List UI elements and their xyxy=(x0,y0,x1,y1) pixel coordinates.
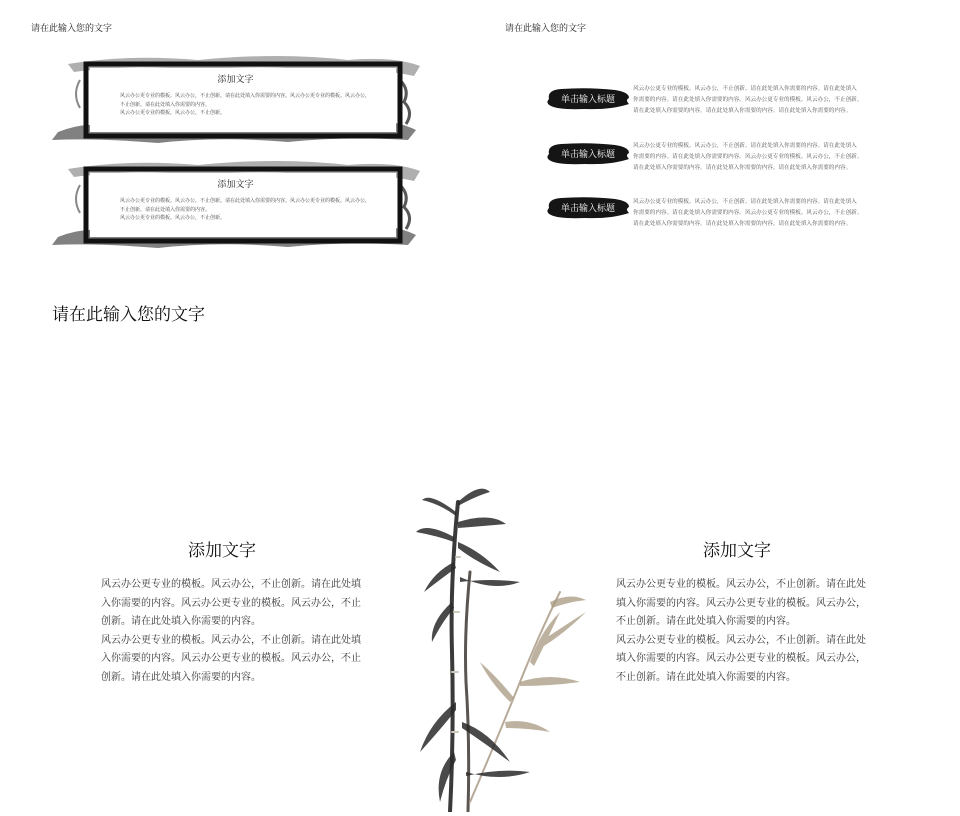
section-body-line: 入你需要的内容。风云办公更专业的模板。风云办公，不止 xyxy=(101,653,361,664)
frame-body-line: 风云办公更专业的模板。风云办公，不止创新。请在此处填入你需要的内容。风云办公更专业的模板。风云办公， xyxy=(120,198,371,204)
item-body-line: 请在此处填入你需要的内容。请在此处填入你需要的内容。请在此处填入你需要的内容。 xyxy=(633,221,852,228)
section-body-line: 不止创新。请在此处填入你需要的内容。 xyxy=(616,671,796,683)
brush-label-1 xyxy=(545,86,631,112)
right-section-title: 添加文字 xyxy=(703,541,771,561)
section-body-line: 不止创新。请在此处填入你需要的内容。 xyxy=(616,616,796,627)
section-body-line: 创新。请在此处填入你需要的内容。 xyxy=(101,616,261,627)
section-body-line: 风云办公更专业的模板。风云办公，不止创新。请在此处填 xyxy=(101,579,361,590)
section-body-line: 风云办公更专业的模板。风云办公，不止创新。请在此处填 xyxy=(101,634,361,646)
frame-body xyxy=(120,92,380,118)
item-body-2 xyxy=(633,141,895,175)
item-body-line: 风云办公更专业的模板。风云办公，不止创新。请在此处填入你需要的内容。请在此处填入 xyxy=(633,199,857,205)
item-body-line: 你需要的内容。请在此处填入你需要的内容。风云办公更专业的模板。风云办公，不止创新。 xyxy=(633,154,863,161)
frame-body xyxy=(120,197,380,223)
item-body-1 xyxy=(633,84,895,118)
frame-title: 添加文字 xyxy=(217,75,254,85)
item-body-line: 风云办公更专业的模板。风云办公，不止创新。请在此处填入你需要的内容。请在此处填入 xyxy=(633,86,857,92)
item-body-3 xyxy=(633,197,895,231)
section-body-line: 创新。请在此处填入你需要的内容。 xyxy=(101,671,261,683)
item-body-line: 风云办公更专业的模板。风云办公，不止创新。请在此处填入你需要的内容。请在此处填入 xyxy=(633,143,857,149)
ink-frame-1 xyxy=(48,50,424,140)
brush-label-text: 单击输入标题 xyxy=(560,95,615,105)
left-section-title: 添加文字 xyxy=(188,541,256,561)
section-body-line: 风云办公更专业的模板。风云办公，不止创新。请在此处 xyxy=(616,579,866,590)
frame-body-line: 风云办公更专业的模板。风云办公，不止创新。 xyxy=(120,110,226,116)
left-section-body xyxy=(101,576,381,687)
bamboo-illustration xyxy=(410,482,590,812)
brush-label-2 xyxy=(545,141,631,167)
frame-body-line: 不止创新。请在此处填入你需要的内容。 xyxy=(120,206,211,213)
section-body-line: 填入你需要的内容。风云办公更专业的模板。风云办公， xyxy=(616,653,866,664)
slide-tl-heading: 请在此输入您的文字 xyxy=(31,24,113,34)
item-body-line: 你需要的内容。请在此处填入你需要的内容。风云办公更专业的模板。风云办公，不止创新。 xyxy=(633,97,863,104)
brush-label-3 xyxy=(545,195,631,221)
brush-label-text: 单击输入标题 xyxy=(560,204,615,214)
brush-label-text: 单击输入标题 xyxy=(560,150,615,160)
item-body-line: 请在此处填入你需要的内容。请在此处填入你需要的内容。请在此处填入你需要的内容。 xyxy=(633,165,852,172)
frame-body-line: 风云办公更专业的模板。风云办公，不止创新。 xyxy=(120,215,226,221)
slide-bottom-heading: 请在此输入您的文字 xyxy=(52,305,205,325)
frame-body-line: 不止创新。请在此处填入你需要的内容。 xyxy=(120,101,211,108)
frame-body-line: 风云办公更专业的模板。风云办公，不止创新。请在此处填入你需要的内容。风云办公更专业的模板。风云办公， xyxy=(120,93,371,99)
ink-frame-2 xyxy=(48,155,424,245)
section-body-line: 填入你需要的内容。风云办公更专业的模板。风云办公， xyxy=(616,597,866,609)
section-body-line: 风云办公更专业的模板。风云办公，不止创新。请在此处 xyxy=(616,634,866,646)
slide-tr-heading: 请在此输入您的文字 xyxy=(505,24,587,34)
right-section-body xyxy=(616,576,896,687)
item-body-line: 你需要的内容。请在此处填入你需要的内容。风云办公更专业的模板。风云办公，不止创新。 xyxy=(633,210,863,217)
frame-title: 添加文字 xyxy=(217,180,254,190)
item-body-line: 请在此处填入你需要的内容。请在此处填入你需要的内容。请在此处填入你需要的内容。 xyxy=(633,108,852,115)
section-body-line: 入你需要的内容。风云办公更专业的模板。风云办公，不止 xyxy=(101,597,361,609)
